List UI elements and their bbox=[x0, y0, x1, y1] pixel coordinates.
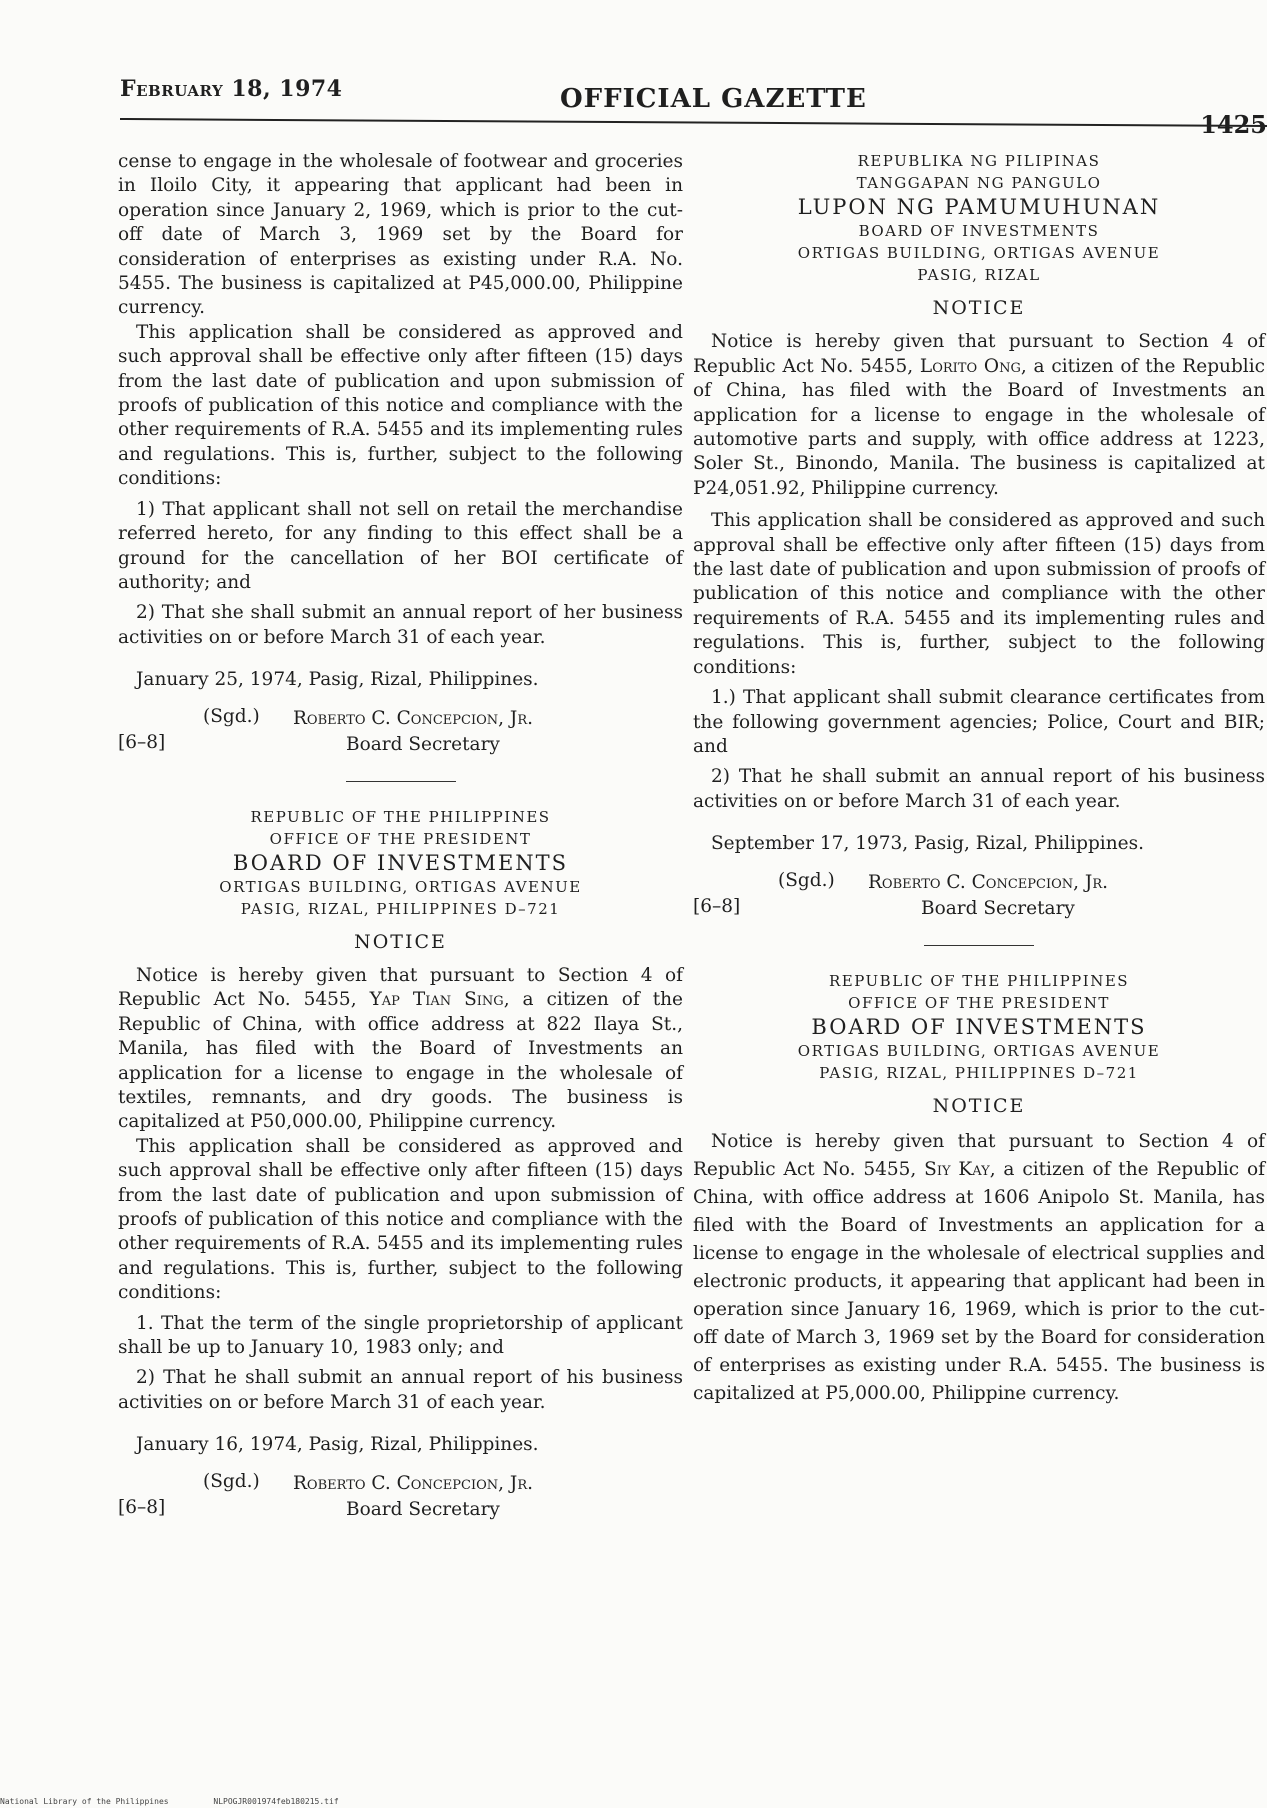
agency-line: REPUBLIC OF THE PHILIPPINES bbox=[828, 971, 1130, 990]
signed-mark: (Sgd.) bbox=[203, 1470, 260, 1492]
applicant-name: Yap Tian Sing bbox=[369, 989, 504, 1011]
condition-item: 1.) That applicant shall submit clearance certificates from the following government agencies; Police, Court and BIR; and bbox=[693, 687, 1265, 757]
dateline: January 16, 1974, Pasig, Rizal, Philippines. bbox=[136, 1434, 539, 1456]
section-divider bbox=[346, 781, 456, 782]
notice-body bbox=[693, 330, 1265, 501]
agency-line: ORTIGAS BUILDING, ORTIGAS AVENUE bbox=[797, 244, 1161, 262]
condition-item: 2) That he shall submit an annual report of his business activities on or before March 31 of each year. bbox=[693, 766, 1265, 812]
signer-name: Roberto C. Concepcion, Jr. bbox=[293, 1472, 533, 1494]
notice-body-text: Notice is hereby given that pursuant to Section 4 of Republic Act No. 5455, bbox=[118, 964, 683, 1011]
condition-item: 1. That the term of the single proprietorship of applicant shall be up to January 10, 1983 only; and bbox=[118, 1312, 683, 1359]
page-header bbox=[120, 70, 1267, 139]
left-column bbox=[118, 150, 683, 1524]
scan-footer bbox=[0, 1797, 379, 1806]
signed-mark: (Sgd.) bbox=[203, 705, 260, 727]
signer-title: Board Secretary bbox=[346, 733, 500, 755]
page-number: 1425 bbox=[1200, 110, 1267, 139]
right-column bbox=[693, 150, 1265, 1408]
notice-body-text: , a citizen of the Republic of China, with office address at 1606 Anipolo St. Manila, has filed with the Board of Investments an application for a license to engage in the wholesale of electrical supplies and electronic products, it appearing that applicant had been in operation since January 16, 1969, which is prior to the cut-off date of March 3, 1969 set by the Board for consideration of enterprises as existing under R.A. 5455. The business is capitalized at P5,000.00, Philippine currency. bbox=[693, 1158, 1265, 1404]
agency-line: PASIG, RIZAL bbox=[917, 266, 1041, 284]
condition-item: 1) That applicant shall not sell on retail the merchandise referred hereto, for any finding to this effect shall be a ground for the cancellation of her BOI certificate of authority; and bbox=[118, 498, 683, 593]
agency-line: PASIG, RIZAL, PHILIPPINES D–721 bbox=[819, 1063, 1139, 1082]
issue-date: February 18, 1974 bbox=[120, 76, 343, 102]
scan-filename: NLPOGJR001974feb180215.tif bbox=[213, 1797, 339, 1806]
condition-item: 2) That he shall submit an annual report of his business activities on or before March 31 of each year. bbox=[118, 1367, 683, 1413]
agency-heading bbox=[693, 970, 1265, 1084]
agency-name: BOARD OF INVESTMENTS bbox=[232, 850, 569, 875]
condition-item: 2) That she shall submit an annual report of her business activities on or before March 31 of each year. bbox=[118, 602, 683, 648]
signature-block bbox=[118, 1470, 683, 1524]
agency-line: REPUBLIKA NG PILIPINAS bbox=[857, 152, 1101, 170]
agency-line: OFFICE OF THE PRESIDENT bbox=[848, 993, 1110, 1012]
applicant-name: Siy Kay bbox=[924, 1158, 990, 1180]
agency-name: LUPON NG PAMUMUHUNAN bbox=[797, 195, 1161, 219]
approval-paragraph: This application shall be considered as approved and such approval shall be effective only after fifteen (15) days from the last date of publication and upon submission of proofs of publication of this notice and compliance with the other requirements of R.A. 5455 and its implementing rules and regulations. This is, further, subject to the following conditions: bbox=[118, 1135, 683, 1304]
approval-paragraph: This application shall be considered as approved and such approval shall be effective only after fifteen (15) days from the last date of publication and upon submission of proofs of publication of this notice and compliance with the other requirements of R.A. 5455 and its implementing rules and regulations. This is, further, subject to the following conditions: bbox=[693, 510, 1265, 678]
signer-title: Board Secretary bbox=[921, 897, 1075, 919]
publication-title: OFFICIAL GAZETTE bbox=[560, 84, 867, 114]
agency-name: BOARD OF INVESTMENTS bbox=[811, 1014, 1147, 1039]
header-rule bbox=[120, 118, 1267, 127]
agency-line: PASIG, RIZAL, PHILIPPINES D–721 bbox=[240, 899, 561, 918]
agency-heading bbox=[118, 806, 683, 920]
notice-title: NOTICE bbox=[932, 297, 1026, 319]
agency-line: TANGGAPAN NG PANGULO bbox=[856, 174, 1102, 192]
publication-ref: [6–8] bbox=[693, 895, 741, 917]
signer-title: Board Secretary bbox=[346, 1498, 500, 1520]
notice-body bbox=[693, 1128, 1265, 1408]
agency-line: REPUBLIC OF THE PHILIPPINES bbox=[250, 807, 551, 826]
signed-mark: (Sgd.) bbox=[778, 869, 835, 891]
agency-line: BOARD OF INVESTMENTS bbox=[858, 222, 1100, 240]
publication-ref: [6–8] bbox=[118, 731, 166, 753]
dateline: January 25, 1974, Pasig, Rizal, Philippines. bbox=[136, 669, 539, 691]
notice-body-text: Notice is hereby given that pursuant to Section 4 of Republic Act No. 5455, bbox=[693, 331, 1265, 377]
signer-name: Roberto C. Concepcion, Jr. bbox=[293, 707, 533, 729]
section-divider bbox=[924, 945, 1034, 946]
dateline: September 17, 1973, Pasig, Rizal, Philippines. bbox=[711, 833, 1144, 855]
library-credit: National Library of the Philippines bbox=[0, 1797, 169, 1806]
applicant-name: Lorito Ong bbox=[919, 355, 1021, 377]
notice-title: NOTICE bbox=[932, 1094, 1026, 1117]
agency-heading bbox=[693, 150, 1265, 286]
notice-body-text: Notice is hereby given that pursuant to Section 4 of Republic Act No. 5455, bbox=[693, 1130, 1265, 1180]
notice-body-text: , a citizen of the Republic of China, has filed with the Board of Investments an application for a license to engage in the wholesale of automotive parts and supply, with office address at 1223, Soler St., Binondo, Manila. The business is capitalized at P24,051.92, Philippine currency. bbox=[693, 355, 1265, 499]
agency-line: ORTIGAS BUILDING, ORTIGAS AVENUE bbox=[219, 877, 582, 896]
notice-title: NOTICE bbox=[354, 930, 447, 953]
agency-line: OFFICE OF THE PRESIDENT bbox=[269, 829, 532, 848]
continued-paragraph: cense to engage in the wholesale of footwear and groceries in Iloilo City, it appearing that applicant had been in operation since January 2, 1969, which is prior to the cut-off date of March 3, 1969 set by the Board for consideration of enterprises as existing under R.A. No. 5455. The business is capitalized at P45,000.00, Philippine currency. bbox=[118, 151, 683, 319]
approval-paragraph: This application shall be considered as approved and such approval shall be effective only after fifteen (15) days from the last date of publication and upon submission of proofs of publication of this notice and compliance with the other requirements of R.A. 5455 and its implementing rules and regulations. This is, further, subject to the following conditions: bbox=[118, 321, 683, 490]
notice-body bbox=[118, 964, 683, 1135]
signature-block bbox=[693, 869, 1265, 923]
publication-ref: [6–8] bbox=[118, 1496, 166, 1518]
signature-block bbox=[118, 705, 683, 759]
signer-name: Roberto C. Concepcion, Jr. bbox=[868, 871, 1108, 893]
agency-line: ORTIGAS BUILDING, ORTIGAS AVENUE bbox=[797, 1041, 1161, 1060]
notice-body-text: , a citizen of the Republic of China, with office address at 822 Ilaya St., Manila, has filed with the Board of Investments an application for a license to engage in the wholesale of textiles, remnants, and dry goods. The business is capitalized at P50,000.00, Philippine currency. bbox=[118, 989, 684, 1133]
